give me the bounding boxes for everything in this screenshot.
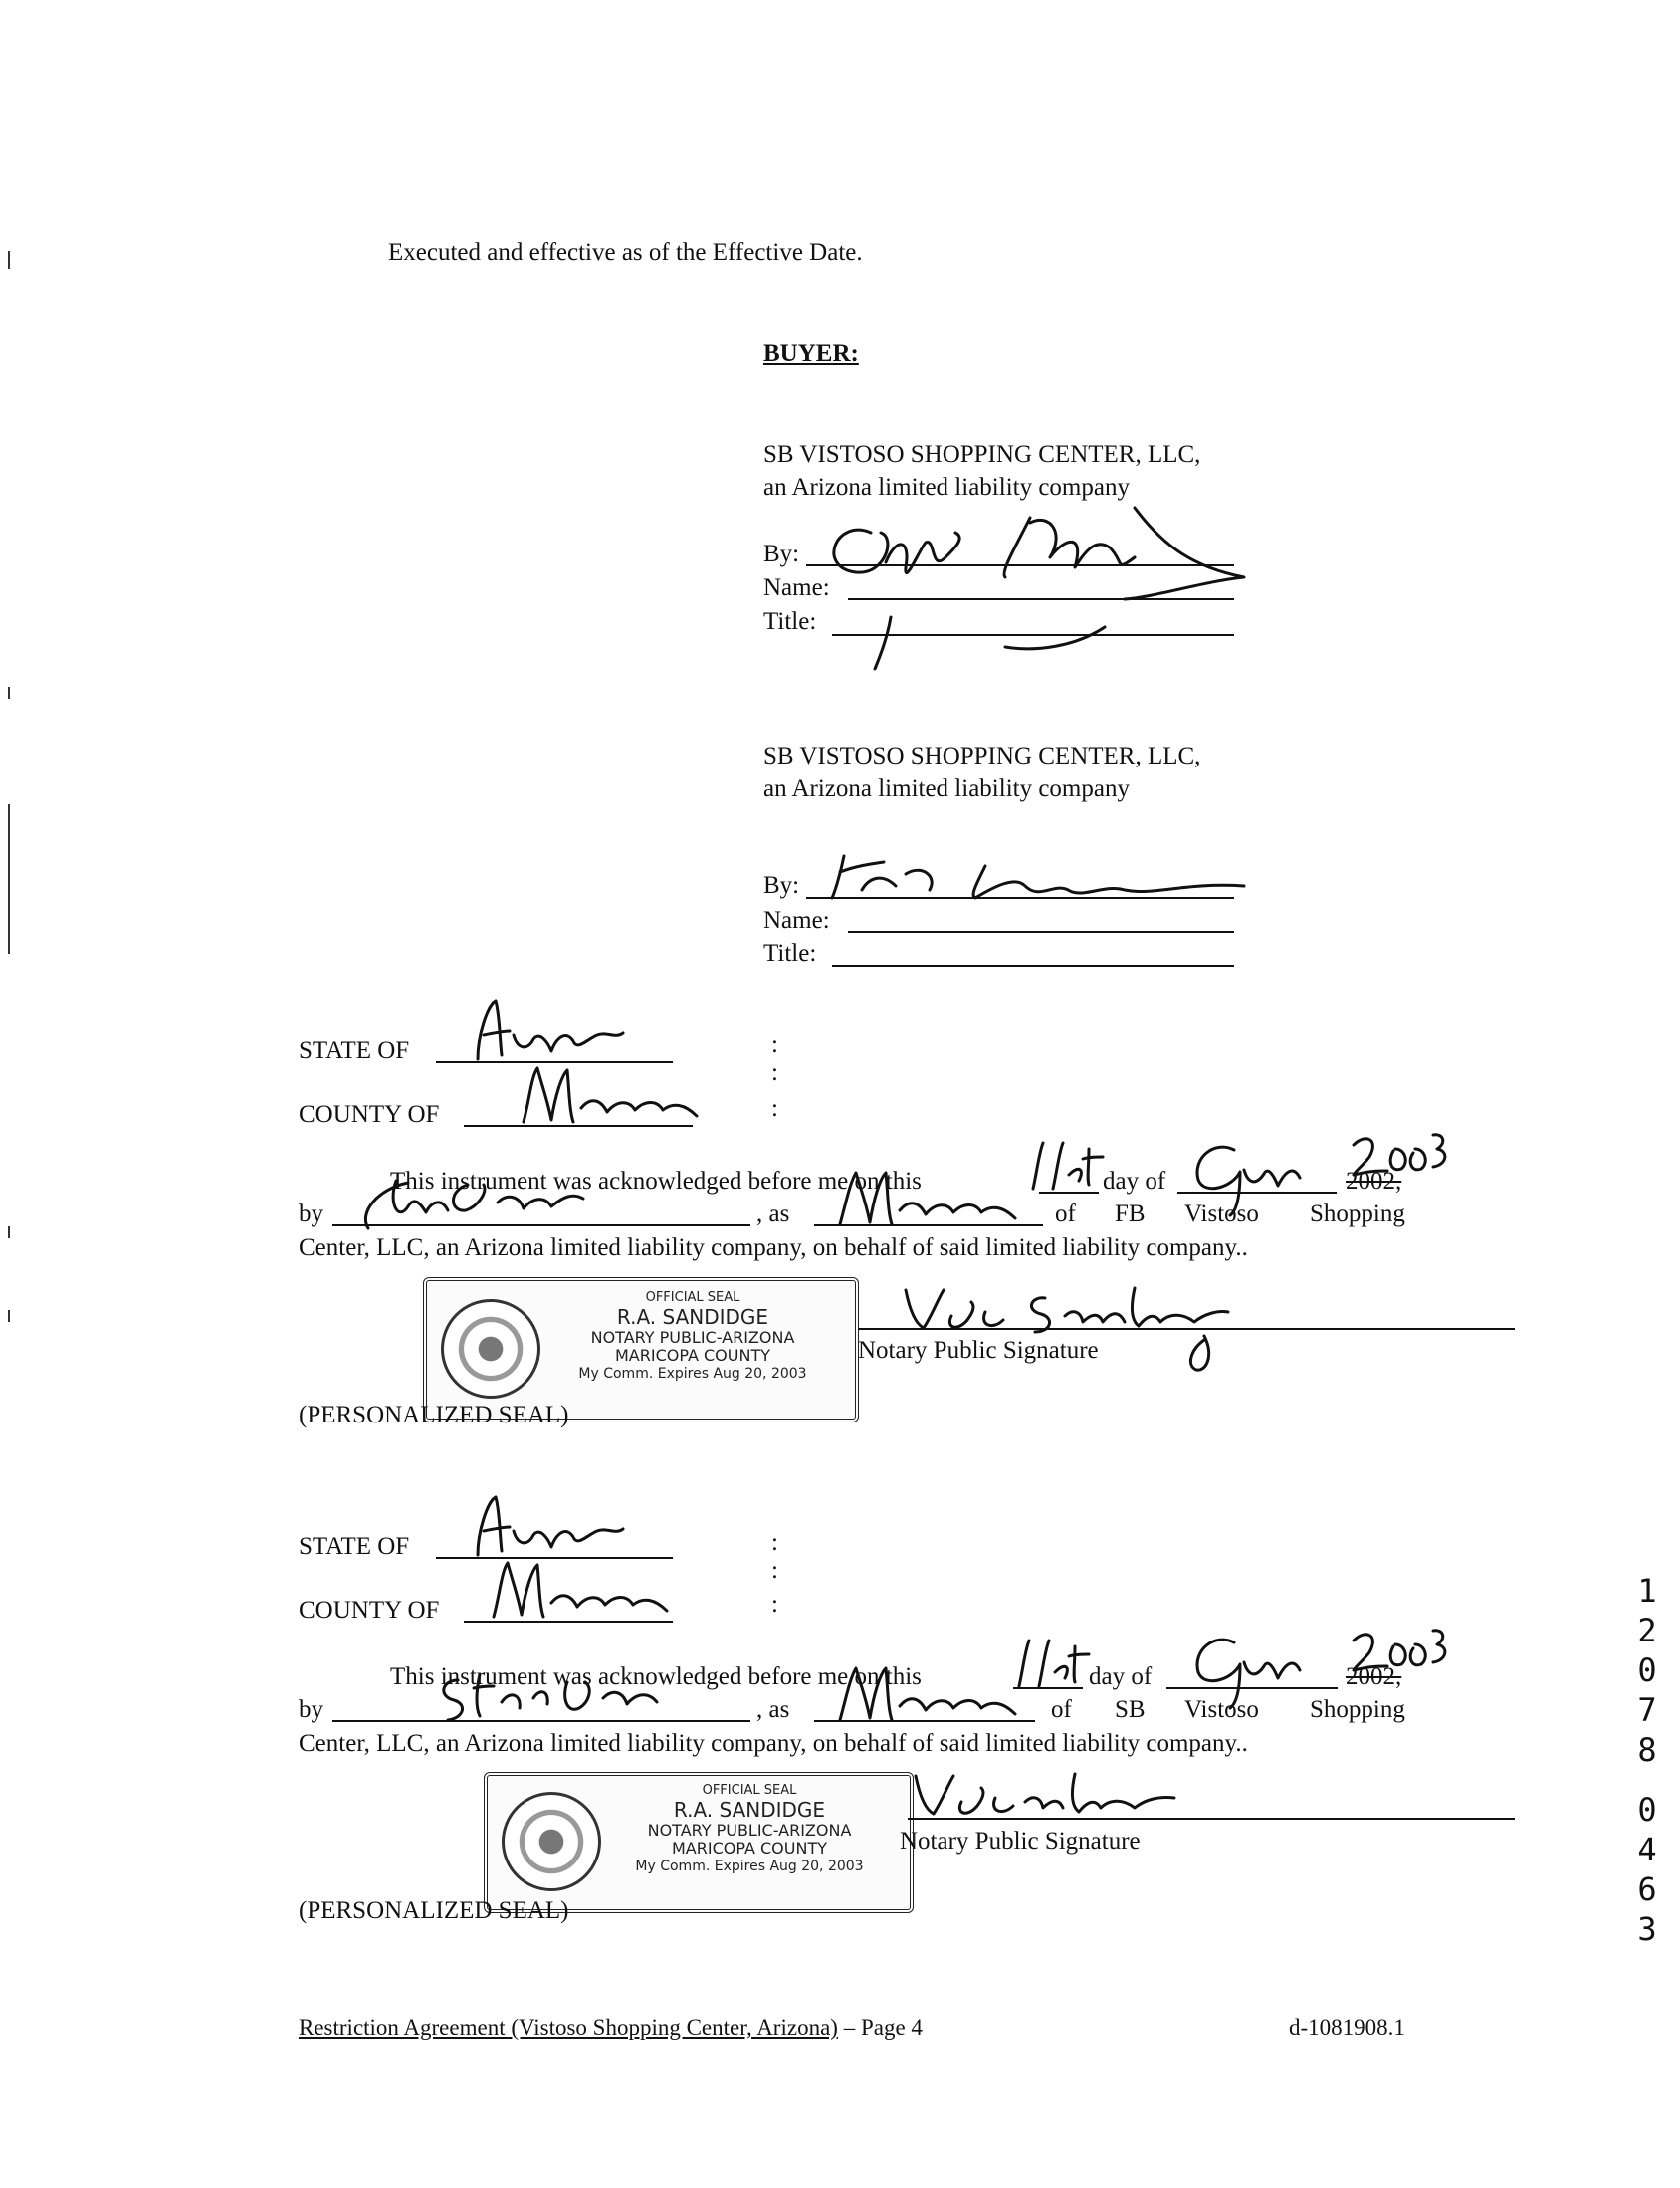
stamp-digit: 6 <box>1637 1870 1657 1908</box>
company-name: SB VISTOSO SHOPPING CENTER, LLC, <box>763 441 1201 468</box>
company-description: an Arizona limited liability company <box>763 474 1130 501</box>
scan-speck <box>8 251 10 269</box>
signature-scrawl-1 <box>776 478 1294 677</box>
ack-by: by <box>299 1201 323 1227</box>
colon: : <box>771 1529 778 1556</box>
ack-vistoso: Vistoso <box>1184 1201 1259 1227</box>
stamp-digit: 2 <box>1637 1612 1657 1649</box>
buyer-heading: BUYER: <box>763 340 859 367</box>
stamp-digit: 8 <box>1637 1731 1657 1769</box>
scan-speck <box>8 804 10 954</box>
name-line <box>848 931 1234 933</box>
ack-as: , as <box>756 1201 790 1227</box>
name-label: Name: <box>763 574 830 601</box>
ack-day-of: day of <box>1089 1663 1153 1690</box>
notary-seal <box>484 1772 914 1913</box>
title-line <box>832 965 1234 967</box>
seal-line-3: NOTARY PUBLIC-ARIZONA <box>590 1327 795 1347</box>
ack-of: of <box>1055 1201 1076 1227</box>
personalized-seal-label: (PERSONALIZED SEAL) <box>299 1897 569 1924</box>
ack-company-prefix: SB <box>1115 1696 1146 1723</box>
ack-of: of <box>1051 1696 1072 1723</box>
handwritten-state <box>448 995 647 1065</box>
signature-scrawl-2 <box>826 846 1284 926</box>
year-struck: 2002, <box>1346 1168 1402 1195</box>
ack-day-of: day of <box>1103 1168 1166 1195</box>
title-label: Title: <box>763 608 817 635</box>
intro-text: Executed and effective as of the Effective Date. <box>388 239 863 266</box>
handwritten-year <box>1340 1125 1449 1185</box>
ack-by: by <box>299 1696 323 1723</box>
stamp-digit: 3 <box>1637 1910 1657 1948</box>
state-label: STATE OF <box>299 1533 410 1560</box>
footer-page-number: – Page 4 <box>843 2015 923 2040</box>
recording-stamp <box>1632 1571 1662 1949</box>
stamp-gap <box>1632 1770 1662 1790</box>
ack-line-1-text: This instrument was acknowledged before me on this <box>390 1663 922 1690</box>
colon: : <box>771 1031 778 1058</box>
seal-line-1: OFFICIAL SEAL <box>645 1290 740 1305</box>
seal-line-2: R.A. SANDIDGE <box>673 1797 826 1822</box>
stamp-digit: 4 <box>1637 1831 1657 1868</box>
handwritten-role <box>826 1163 1035 1232</box>
footer-doc-id: d-1081908.1 <box>1289 2015 1405 2040</box>
state-label: STATE OF <box>299 1037 410 1064</box>
stamp-digit: 7 <box>1637 1691 1657 1729</box>
handwritten-state <box>448 1491 647 1561</box>
scan-speck <box>8 1310 10 1322</box>
stamp-digit: 0 <box>1637 1791 1657 1829</box>
colon: : <box>771 1059 778 1086</box>
footer-title <box>299 2015 923 2041</box>
seal-emblem-icon <box>502 1792 601 1891</box>
seal-line-5: My Comm. Expires Aug 20, 2003 <box>635 1858 864 1874</box>
personalized-seal-label: (PERSONALIZED SEAL) <box>299 1402 569 1428</box>
ack-line-3: Center, LLC, an Arizona limited liability company, on behalf of said limited liability company.. <box>299 1730 1248 1757</box>
seal-line-5: My Comm. Expires Aug 20, 2003 <box>578 1365 807 1382</box>
stamp-digit: 1 <box>1637 1572 1657 1610</box>
ack-shopping: Shopping <box>1310 1201 1405 1227</box>
colon: : <box>771 1557 778 1584</box>
ack-vistoso: Vistoso <box>1184 1696 1259 1723</box>
county-label: COUNTY OF <box>299 1597 440 1624</box>
year-struck: 2002, <box>1346 1663 1402 1690</box>
seal-line-4: MARICOPA COUNTY <box>615 1346 770 1366</box>
title-label: Title: <box>763 940 817 967</box>
ack-as: , as <box>756 1696 790 1723</box>
scan-speck <box>8 1226 10 1238</box>
notary-signature-label: Notary Public Signature <box>858 1337 1099 1364</box>
handwritten-county <box>508 1060 707 1130</box>
stamp-digit: 0 <box>1637 1651 1657 1689</box>
handwritten-role <box>826 1658 1035 1728</box>
ack-line-1-text: This instrument was acknowledged before me on this <box>390 1168 922 1195</box>
company-description: an Arizona limited liability company <box>763 775 1130 802</box>
seal-line-3: NOTARY PUBLIC-ARIZONA <box>647 1820 852 1840</box>
seal-emblem-icon <box>441 1299 540 1399</box>
handwritten-signer <box>418 1658 677 1728</box>
handwritten-county <box>478 1555 677 1625</box>
by-label: By: <box>763 872 800 899</box>
name-label: Name: <box>763 907 830 934</box>
company-name: SB VISTOSO SHOPPING CENTER, LLC, <box>763 743 1201 769</box>
footer-agreement-title: Restriction Agreement (Vistoso Shopping Center, Arizona) <box>299 2015 838 2040</box>
seal-line-4: MARICOPA COUNTY <box>672 1839 827 1859</box>
colon: : <box>771 1591 778 1618</box>
handwritten-year <box>1340 1621 1449 1680</box>
seal-line-1: OFFICIAL SEAL <box>702 1783 797 1798</box>
seal-line-2: R.A. SANDIDGE <box>616 1304 769 1329</box>
colon: : <box>771 1095 778 1122</box>
ack-company-prefix: FB <box>1115 1201 1146 1227</box>
county-label: COUNTY OF <box>299 1101 440 1128</box>
ack-shopping: Shopping <box>1310 1696 1405 1723</box>
ack-line-3: Center, LLC, an Arizona limited liability company, on behalf of said limited liability company.. <box>299 1234 1248 1261</box>
scan-speck <box>8 687 10 699</box>
by-label: By: <box>763 541 800 567</box>
notary-signature-label: Notary Public Signature <box>900 1828 1141 1855</box>
handwritten-signer <box>338 1163 597 1232</box>
